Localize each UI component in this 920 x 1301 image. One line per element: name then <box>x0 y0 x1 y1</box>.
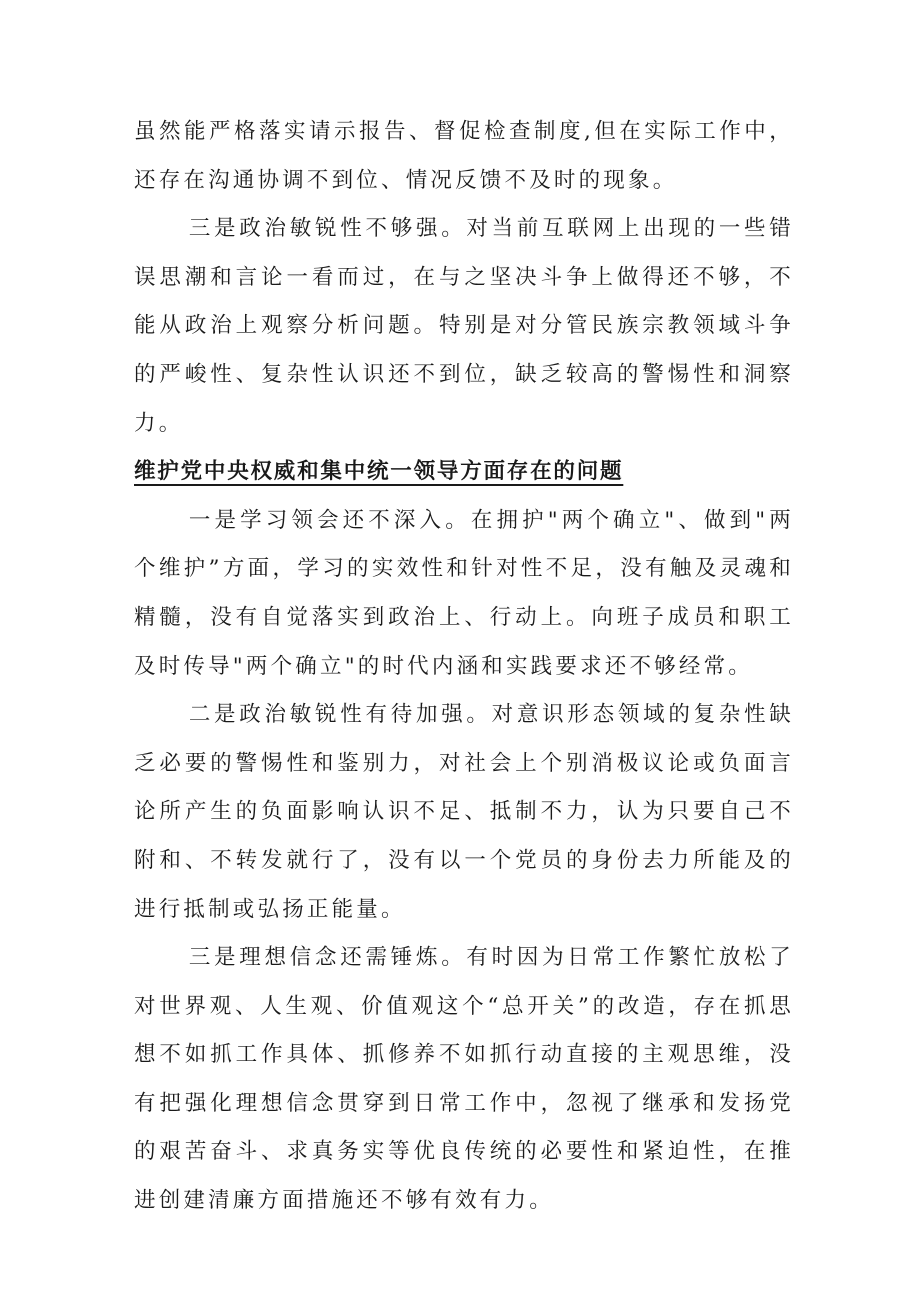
paragraph-political-sensitivity: 三是政治敏锐性不够强。对当前互联网上出现的一些错误思潮和言论一看而过，在与之坚决斗争上做得还不够，不能从政治上观察分析问题。特别是对分管民族宗教领域斗争的严峻性、复杂性认识还不到位，缺乏较高的警惕性和洞察力。 <box>134 216 794 436</box>
paragraph-study-understanding: 一是学习领会还不深入。在拥护"两个确立"、做到"两个维护”方面，学习的实效性和针对性不足，没有触及灵魂和精髓，没有自觉落实到政治上、行动上。向班子成员和职工及时传导"两个确立"的时代内涵和实践要求还不够经常。 <box>134 507 794 679</box>
paragraph-continuation: 虽然能严格落实请示报告、督促检查制度,但在实际工作中，还存在沟通协调不到位、情况反馈不及时的现象。 <box>134 119 794 193</box>
document-body <box>134 108 794 1226</box>
paragraph-ideals-beliefs: 三是理想信念还需锤炼。有时因为日常工作繁忙放松了对世界观、人生观、价值观这个“总开关”的改造，存在抓思想不如抓工作具体、抓修养不如抓行动直接的主观思维，没有把强化理想信念贯穿到日常工作中，忽视了继承和发扬党的艰苦奋斗、求真务实等优良传统的必要性和紧迫性，在推进创建清廉方面措施还不够有效有力。 <box>134 945 794 1214</box>
section-heading: 维护党中央权威和集中统一领导方面存在的问题 <box>134 459 624 485</box>
paragraph-political-awareness: 二是政治敏锐性有待加强。对意识形态领域的复杂性缺乏必要的警惕性和鉴别力，对社会上个别消极议论或负面言论所产生的负面影响认识不足、抵制不力，认为只要自己不附和、不转发就行了，没有以一个党员的身份去力所能及的进行抵制或弘扬正能量。 <box>134 702 794 922</box>
